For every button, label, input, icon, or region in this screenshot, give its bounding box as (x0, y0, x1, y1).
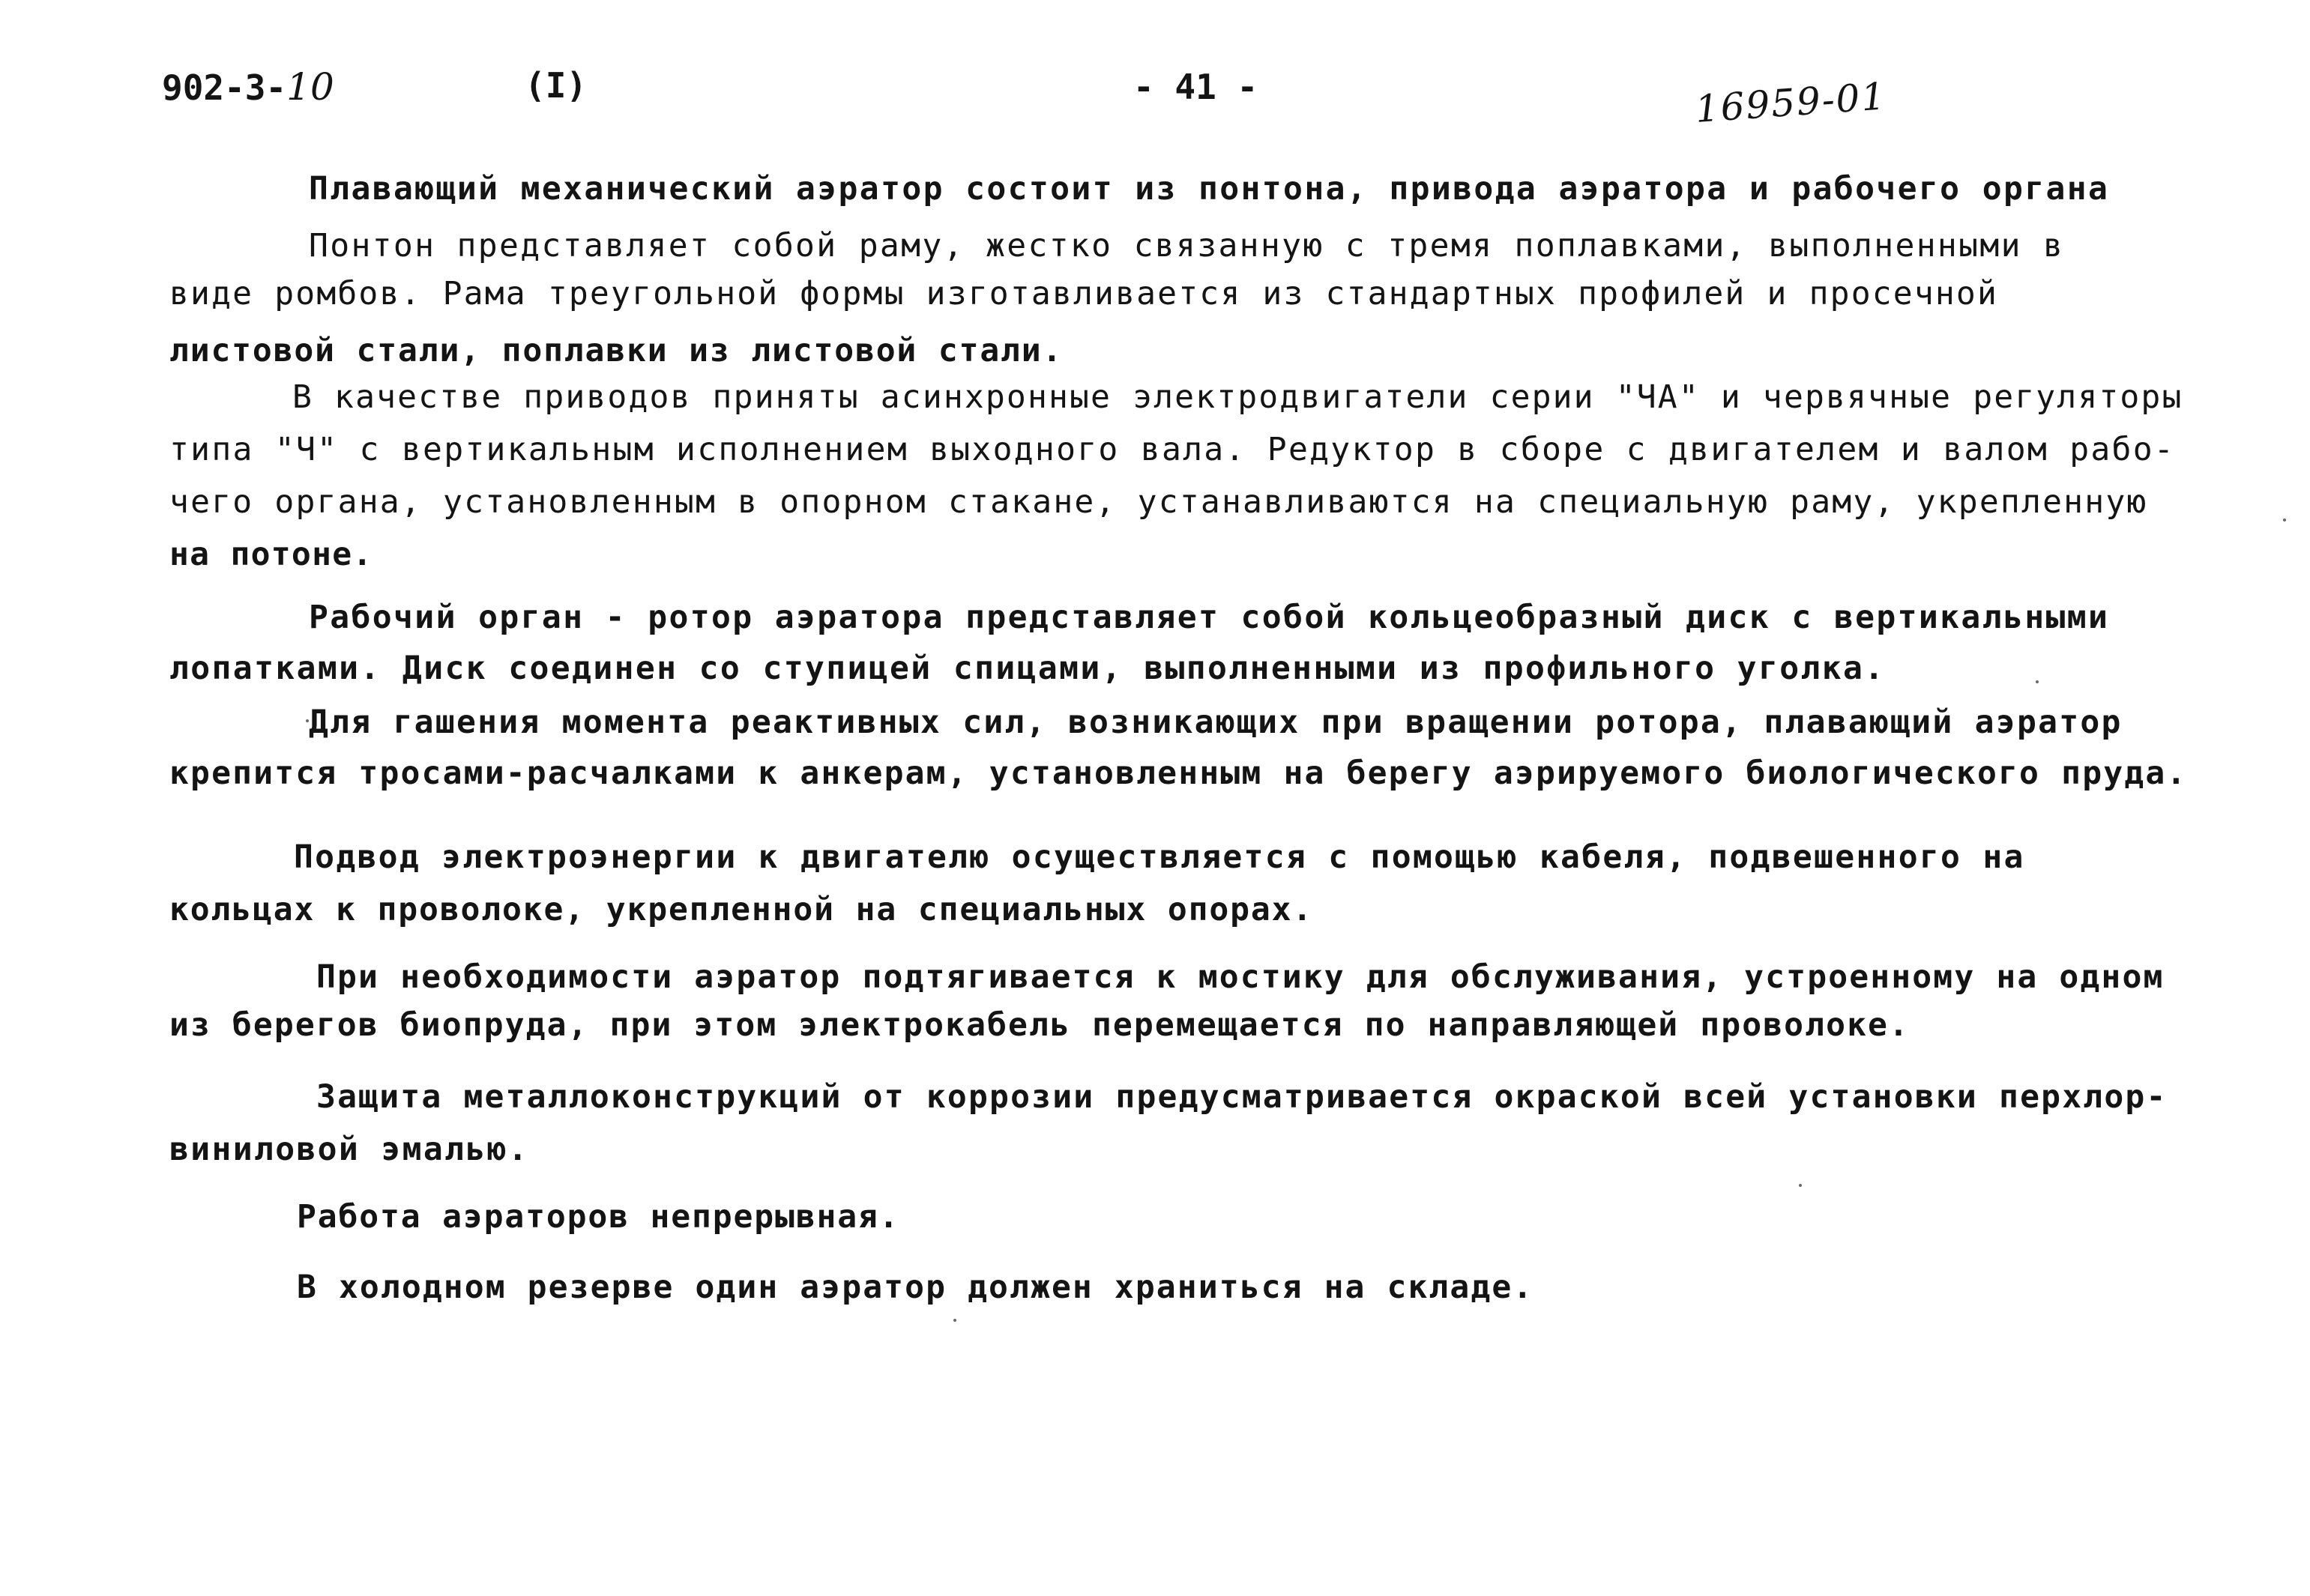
text-line: крепится тросами-расчалками к анкерам, установленным на берегу аэрируемого биологического пруда. (169, 755, 2188, 792)
text-line: Защита металлоконструкций от коррозии предусматривается окраской всей установки перхлор- (316, 1078, 2168, 1116)
archive-stamp-number: 16959-01 (1693, 74, 1888, 131)
document-code-typed: 902-3- (162, 67, 287, 108)
text-line: Понтон представляет собой раму, жестко связанную с тремя поплавками, выполненными в (309, 227, 2065, 265)
text-line: Плавающий механический аэратор состоит из понтона, привода аэратора и рабочего органа (309, 170, 2110, 208)
text-line: Работа аэраторов непрерывная. (297, 1198, 900, 1236)
text-line: на потоне. (169, 536, 373, 573)
text-line: лопатками. Диск соединен со ступицей спицами, выполненными из профильного уголка. (169, 650, 1886, 687)
text-line: Подвод электроэнергии к двигателю осуществляется с помощью кабеля, подвешенного на (294, 838, 2025, 876)
text-line: типа "Ч" с вертикальным исполнением выходного вала. Редуктор в сборе с двигателем и валом рабо- (169, 431, 2176, 468)
text-line: При необходимости аэратор подтягивается к мостику для обслуживания, устроенному на одном (316, 958, 2165, 996)
text-line: виде ромбов. Рама треугольной формы изготавливается из стандартных профилей и просечной (169, 275, 1999, 312)
document-part: (I) (525, 65, 588, 106)
scan-speck (953, 1319, 956, 1322)
text-line: Рабочий орган - ротор аэратора представляет собой кольцеобразный диск с вертикальными (309, 599, 2110, 636)
text-line: виниловой эмалью. (169, 1131, 530, 1168)
text-line: В холодном резерве один аэратор должен храниться на складе. (297, 1269, 1534, 1306)
text-line: чего органа, установленным в опорном стакане, устанавливаются на специальную раму, укрепленную (169, 483, 2148, 521)
text-line: кольцах к проволоке, укрепленной на специальных опорах. (169, 891, 1314, 928)
text-line: из берегов биопруда, при этом электрокабель перемещается по направляющей проволоке. (169, 1006, 1911, 1044)
scan-speck (2036, 680, 2039, 683)
scan-speck (2283, 519, 2286, 522)
page-number: - 41 - (1133, 67, 1258, 107)
text-line: В качестве приводов приняты асинхронные электродвигатели серии "ЧА" и червячные регуляторы (292, 378, 2183, 416)
text-line: Для гашения момента реактивных сил, возникающих при вращении ротора, плавающий аэратор (309, 704, 2123, 741)
scan-speck (1799, 1184, 1802, 1187)
document-code-handwritten: 10 (286, 65, 334, 109)
scan-speck (306, 719, 309, 722)
document-code (162, 64, 334, 110)
text-line: листовой стали, поплавки из листовой стали. (169, 332, 1064, 369)
